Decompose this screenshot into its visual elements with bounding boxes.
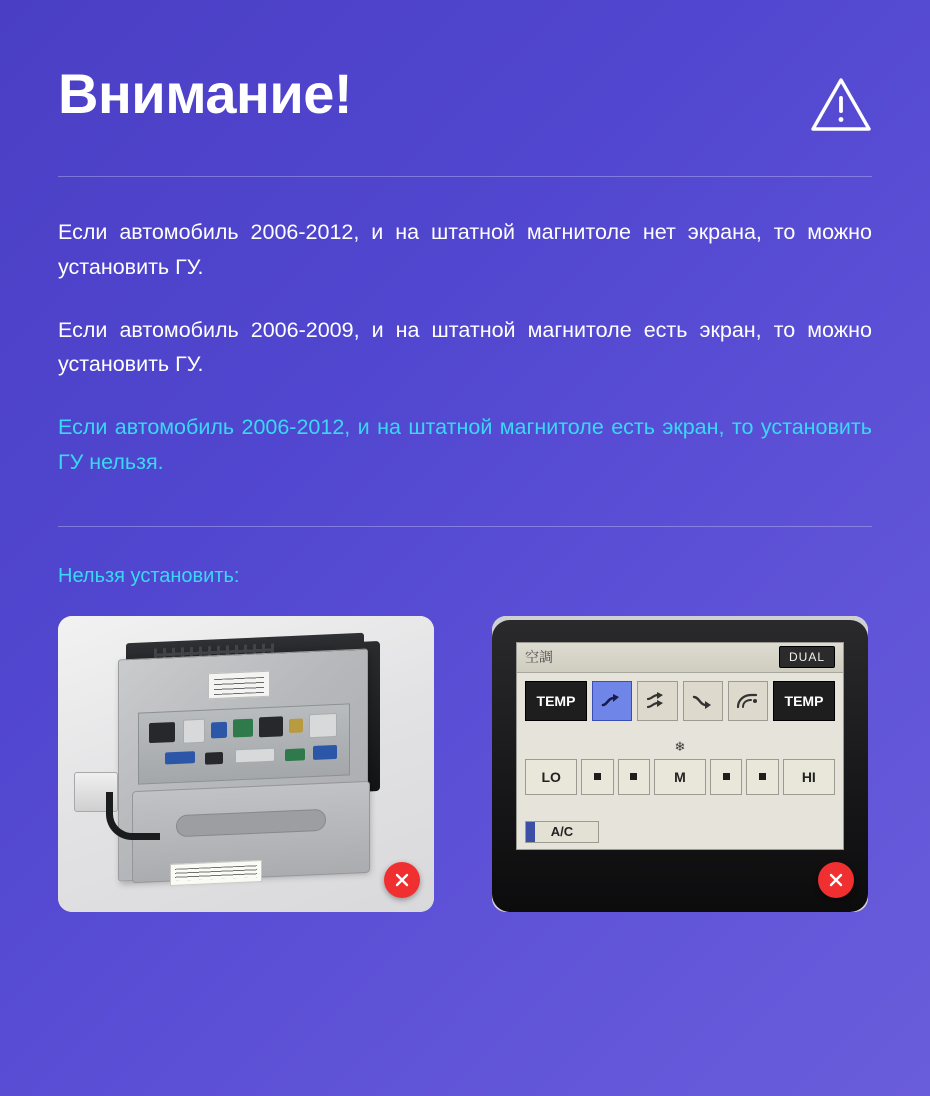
fan-level-1[interactable]	[581, 759, 613, 795]
fan-speed-row	[525, 759, 835, 795]
fan-level-4[interactable]	[710, 759, 742, 795]
image-gallery	[58, 616, 872, 912]
paragraph-2: Если автомобиль 2006-2009, и на штатной магнитоле есть экран, то можно установить ГУ.	[58, 317, 872, 377]
fan-level-hi[interactable]: HI	[783, 759, 835, 795]
fan-level-5[interactable]	[746, 759, 778, 795]
airflow-face-feet-icon[interactable]	[637, 681, 677, 721]
divider-top	[58, 176, 872, 177]
head-unit-sticker	[170, 860, 262, 886]
paragraph-1: Если автомобиль 2006-2012, и на штатной магнитоле нет экрана, то можно установить ГУ.	[58, 220, 872, 279]
head-unit-illustration	[58, 616, 434, 912]
airflow-face-icon[interactable]	[592, 681, 632, 721]
climate-screen	[516, 642, 844, 850]
divider-bottom	[58, 526, 872, 527]
head-unit-wire	[106, 792, 160, 840]
dual-button[interactable]: DUAL	[779, 646, 835, 668]
temp-left-button[interactable]: TEMP	[525, 681, 587, 721]
fan-icon-row	[525, 739, 835, 755]
fan-level-lo[interactable]: LO	[525, 759, 577, 795]
climate-control-screen-photo	[492, 616, 868, 912]
fan-level-2[interactable]	[618, 759, 650, 795]
climate-mode-row	[525, 681, 835, 721]
head-unit-board	[138, 703, 350, 784]
stock-head-unit-photo	[58, 616, 434, 912]
cross-icon	[818, 862, 854, 898]
climate-control-illustration	[492, 616, 868, 912]
header	[58, 62, 872, 134]
airflow-defrost-icon[interactable]	[728, 681, 768, 721]
page-title: Внимание!	[58, 62, 353, 125]
body-text	[58, 215, 872, 480]
climate-bezel	[492, 620, 868, 912]
fan-level-m[interactable]: M	[654, 759, 706, 795]
ac-button[interactable]: A/C	[525, 821, 599, 843]
head-unit-label	[208, 671, 270, 700]
fan-icon: ❄	[674, 738, 686, 754]
cross-icon	[384, 862, 420, 898]
paragraph-3: Если автомобиль 2006-2012, и на штатной магнитоле есть экран, то установить ГУ нельзя.	[58, 415, 872, 475]
climate-jp-label: 空調	[525, 650, 553, 667]
airflow-feet-icon[interactable]	[683, 681, 723, 721]
section-caption: Нельзя установить:	[58, 564, 240, 587]
temp-right-button[interactable]: TEMP	[773, 681, 835, 721]
warning-triangle-icon	[810, 76, 872, 134]
climate-topbar	[517, 643, 843, 673]
